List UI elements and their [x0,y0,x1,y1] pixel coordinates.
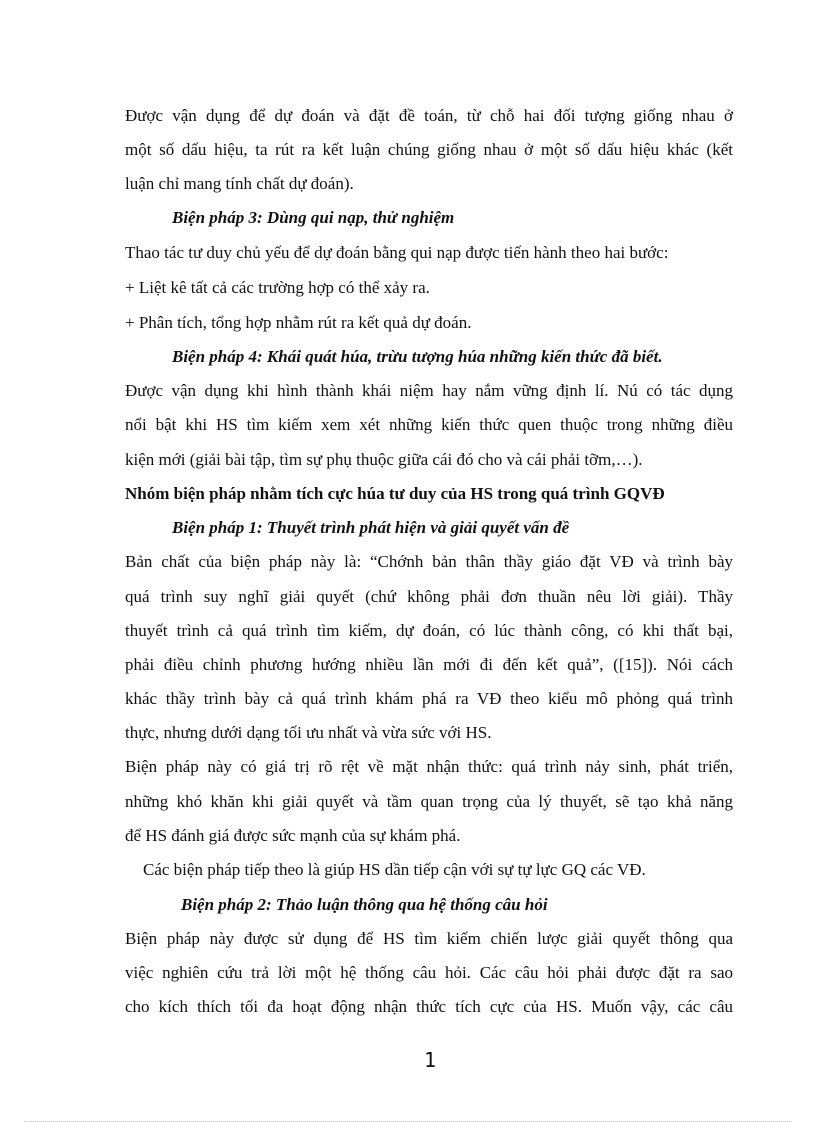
paragraph-line: Thao tác tư duy chủ yếu để dự đoán bằng qui nạp được tiến hành theo hai bước: [125,243,669,262]
paragraph-line: Bản chất của biện pháp này là: “Chớnh bản thân thầy giáo đặt VĐ và trình bày [125,552,733,571]
paragraph-line: nổi bật khi HS tìm kiếm xem xét những kiến thức quen thuộc trong những điều [125,415,733,434]
paragraph-line: khác thầy trình bày cả quá trình khám phá ra VĐ theo kiểu mô phỏng quá trình [125,689,733,708]
paragraph-line: một số dấu hiệu, ta rút ra kết luận chúng giống nhau ở một số dấu hiệu khác (kết [125,140,733,159]
paragraph-line: việc nghiên cứu trả lời một hệ thống câu hỏi. Các câu hỏi phải được đặt ra sao [125,963,733,982]
page-bottom-divider [24,1121,792,1122]
paragraph-line: Được vận dụng khi hình thành khái niệm hay nắm vững định lí. Nú có tác dụng [125,381,733,400]
list-item: + Phân tích, tổng hợp nhằm rút ra kết quả dự đoán. [125,313,472,332]
heading-nhom-bien-phap: Nhóm biện pháp nhằm tích cực húa tư duy của HS trong quá trình GQVĐ [125,484,665,503]
page-number: 1 [424,1048,437,1072]
paragraph-line: Biện pháp này có giá trị rõ rệt về mặt nhận thức: quá trình nảy sinh, phát triển, [125,757,733,776]
heading-bien-phap-2: Biện pháp 2: Thảo luận thông qua hệ thống câu hỏi [181,895,548,914]
heading-bien-phap-4: Biện pháp 4: Khái quát húa, trừu tượng húa những kiến thức đã biết. [172,347,663,366]
paragraph-line: luận chỉ mang tính chất dự đoán). [125,174,354,193]
heading-bien-phap-1: Biện pháp 1: Thuyết trình phát hiện và giải quyết vấn đề [172,518,570,537]
heading-bien-phap-3: Biện pháp 3: Dùng qui nạp, thử nghiệm [172,208,455,227]
paragraph-line: Các biện pháp tiếp theo là giúp HS dần tiếp cận với sự tự lực GQ các VĐ. [143,860,646,879]
paragraph-line: Biện pháp này được sử dụng để HS tìm kiếm chiến lược giải quyết thông qua [125,929,733,948]
paragraph-line: những khó khăn khi giải quyết và tầm quan trọng của lý thuyết, sẽ tạo khả năng [125,792,733,811]
paragraph-line: kiện mới (giải bài tập, tìm sự phụ thuộc giữa cái đó cho và cái phải tỡm,…). [125,450,643,469]
paragraph-line: thực, nhưng dưới dạng tối ưu nhất và vừa sức với HS. [125,723,492,742]
paragraph-line: phải điều chỉnh phương hướng nhiều lần mới đi đến kết quả”, ([15]). Nói cách [125,655,733,674]
paragraph-line: quá trình suy nghĩ giải quyết (chứ không phải đơn thuần nêu lời giải). Thầy [125,587,733,606]
list-item: + Liệt kê tất cả các trường hợp có thể xảy ra. [125,278,430,297]
paragraph-line: thuyết trình cả quá trình tìm kiếm, dự đoán, có lúc thành công, có khi thất bại, [125,621,733,640]
paragraph-line: để HS đánh giá được sức mạnh của sự khám phá. [125,826,461,845]
paragraph-line: Được vận dụng để dự đoán và đặt đề toán, từ chỗ hai đối tượng giống nhau ở [125,106,733,125]
paragraph-line: cho kích thích tối đa hoạt động nhận thức tích cực của HS. Muốn vậy, các câu [125,997,733,1016]
